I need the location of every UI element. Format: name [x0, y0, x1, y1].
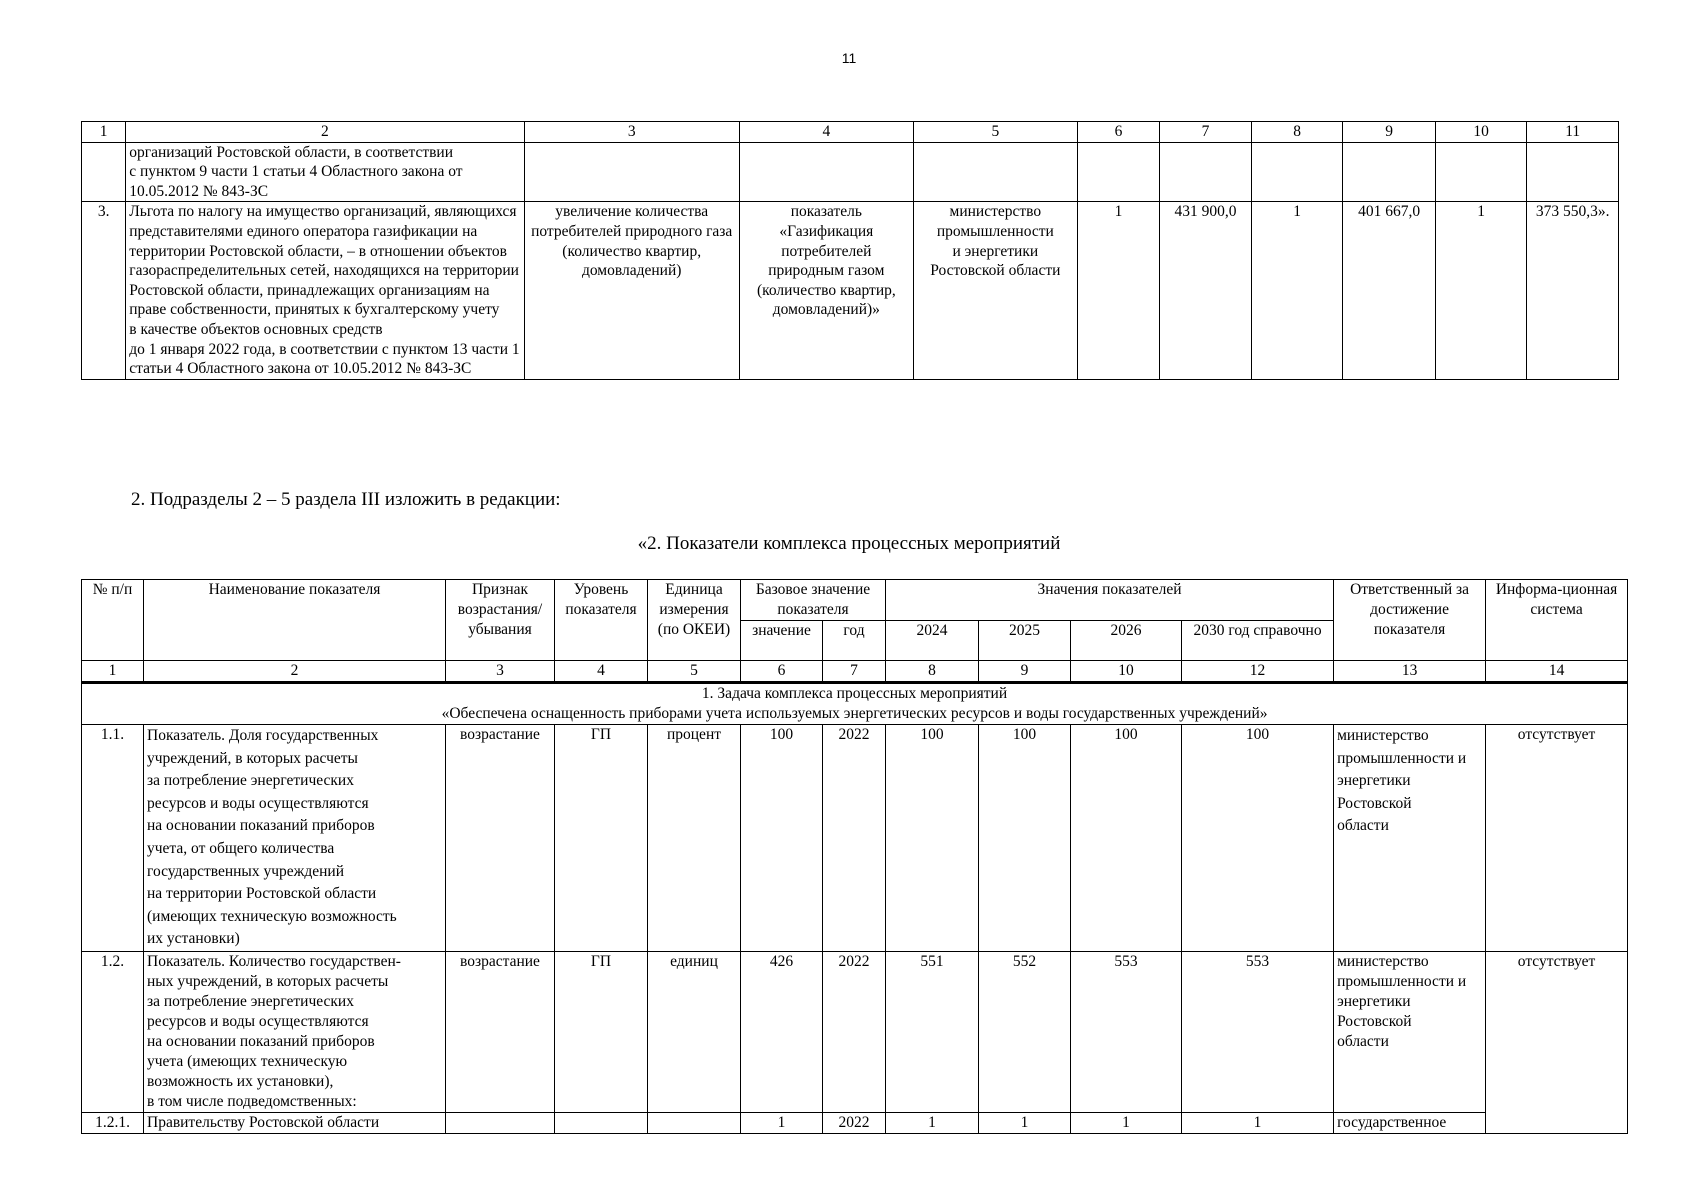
header-values: Значения показателей [886, 580, 1334, 621]
base-value: 1 [741, 1112, 823, 1133]
value-2024: 100 [886, 725, 979, 952]
col-number: 8 [886, 661, 979, 683]
col-number: 7 [823, 661, 886, 683]
indicator-sign [446, 1112, 555, 1133]
indicator-name: Правительству Ростовской области [144, 1112, 446, 1133]
table-row [82, 1112, 1628, 1133]
indicator-name: Показатель. Доля государственных учреждений, в которых расчеты за потребление энергетических ресурсов и воды осуществляются на основании показаний приборов учета, от общего количества государственных учреждений на территории Ростовской области (имеющих техническую возможность их установки) [144, 725, 446, 952]
col-number: 7 [1160, 122, 1252, 143]
header-name: Наименование показателя [144, 580, 446, 661]
indicator-responsible: государственное [1334, 1112, 1486, 1133]
base-year: 2022 [823, 725, 886, 952]
base-value: 426 [741, 951, 823, 1112]
benefit-name-continued: организаций Ростовской области, в соответствии с пунктом 9 части 1 статьи 4 Областного закона от 10.05.2012 № 843-ЗС [126, 142, 524, 202]
value-2030: 1 [1182, 1112, 1334, 1133]
value-2025: 100 [979, 725, 1071, 952]
header-2025: 2025 [979, 621, 1071, 661]
col-number: 2 [126, 122, 524, 143]
col-number: 13 [1334, 661, 1486, 683]
base-value: 100 [741, 725, 823, 952]
base-year: 2022 [823, 951, 886, 1112]
col-number: 6 [741, 661, 823, 683]
value-2024: 1 [886, 1112, 979, 1133]
base-year: 2022 [823, 1112, 886, 1133]
value-cell: 1 [1077, 202, 1159, 379]
header-unit: Единица измерения (по ОКЕИ) [648, 580, 741, 661]
header-number-row [82, 661, 1628, 683]
table-row [82, 951, 1628, 1112]
col-number: 3 [524, 122, 739, 143]
header-2026: 2026 [1071, 621, 1182, 661]
row-number: 1.1. [82, 725, 144, 952]
row-number: 1.2.1. [82, 1112, 144, 1133]
indicator-responsible: министерство промышленности и энергетики Ростовской области [1334, 951, 1486, 1112]
indicator-level [555, 1112, 648, 1133]
header-infosys: Информа-ционная система [1486, 580, 1628, 661]
indicator-infosys: отсутствует [1486, 725, 1628, 952]
col-number: 6 [1077, 122, 1159, 143]
col-number: 3 [446, 661, 555, 683]
header-num: № п/п [82, 580, 144, 661]
row-number: 1.2. [82, 951, 144, 1112]
value-cell: 401 667,0 [1343, 202, 1436, 379]
col-number: 8 [1251, 122, 1343, 143]
col-number: 10 [1071, 661, 1182, 683]
benefit-goal: увеличение количества потребителей природного газа (количество квартир, домовладений) [524, 202, 739, 379]
header-sign: Признак возрастания/ убывания [446, 580, 555, 661]
header-base: Базовое значение показателя [741, 580, 886, 621]
col-number: 9 [979, 661, 1071, 683]
header-responsible: Ответственный за достижение показателя [1334, 580, 1486, 661]
col-number: 1 [82, 661, 144, 683]
header-2024: 2024 [886, 621, 979, 661]
value-cell: 373 550,3». [1527, 202, 1619, 379]
indicator-responsible: министерство промышленности и энергетики Ростовской области [1334, 725, 1486, 952]
benefit-responsible: министерство промышленности и энергетики Ростовской области [913, 202, 1077, 379]
indicator-unit [648, 1112, 741, 1133]
col-number: 5 [913, 122, 1077, 143]
col-number: 2 [144, 661, 446, 683]
col-number: 4 [555, 661, 648, 683]
value-cell: 431 900,0 [1160, 202, 1252, 379]
indicator-level: ГП [555, 725, 648, 952]
value-2025: 1 [979, 1112, 1071, 1133]
value-2030: 553 [1182, 951, 1334, 1112]
value-2026: 1 [1071, 1112, 1182, 1133]
indicator-infosys: отсутствует [1486, 951, 1628, 1133]
indicator-sign: возрастание [446, 951, 555, 1112]
header-row [82, 580, 1628, 621]
indicator-name: Показатель. Количество государствен- ных учреждений, в которых расчеты за потребление энергетических ресурсов и воды осуществляются на основании показаний приборов учета (имеющих техническую возможность их установки), в том числе подведомственных: [144, 951, 446, 1112]
header-2030: 2030 год справочно [1182, 621, 1334, 661]
section-title: «2. Показатели комплекса процессных мероприятий [637, 533, 1061, 554]
indicator-level: ГП [555, 951, 648, 1112]
header-number-row [82, 122, 1619, 143]
table-row [82, 202, 1619, 379]
header-base-year: год [823, 621, 886, 661]
value-cell: 1 [1435, 202, 1527, 379]
benefit-indicator: показатель «Газификация потребителей природным газом (количество квартир, домовладений)» [739, 202, 913, 379]
col-number: 1 [82, 122, 126, 143]
table-row [82, 725, 1628, 952]
value-2026: 553 [1071, 951, 1182, 1112]
value-cell: 1 [1251, 202, 1343, 379]
indicator-unit: процент [648, 725, 741, 952]
col-number: 4 [739, 122, 913, 143]
indicators-table [81, 579, 1628, 1134]
amendment-paragraph: 2. Подразделы 2 – 5 раздела III изложить в редакции: [131, 489, 561, 510]
col-number: 11 [1527, 122, 1619, 143]
value-2024: 551 [886, 951, 979, 1112]
header-level: Уровень показателя [555, 580, 648, 661]
value-2030: 100 [1182, 725, 1334, 952]
indicator-sign: возрастание [446, 725, 555, 952]
page-number: 11 [841, 50, 857, 66]
benefit-name: Льгота по налогу на имущество организаций, являющихся представителями единого оператора газификации на территории Ростовской области, – в отношении объектов газораспределительных сетей, находящихся на территории Ростовской области, принадлежащих организациям на праве собственности, принятых к бухгалтерскому учету в качестве объектов основных средств до 1 января 2022 года, в соответствии с пунктом 13 части 1 статьи 4 Областного закона от 10.05.2012 № 843-ЗС [126, 202, 524, 379]
header-base-value: значение [741, 621, 823, 661]
col-number: 12 [1182, 661, 1334, 683]
row-number: 3. [82, 202, 126, 379]
tax-benefits-table [81, 121, 1619, 380]
task-title: 1. Задача комплекса процессных мероприятий «Обеспечена оснащенность приборами учета используемых энергетических ресурсов и воды государственных учреждений» [82, 683, 1628, 725]
indicator-unit: единиц [648, 951, 741, 1112]
col-number: 5 [648, 661, 741, 683]
col-number: 9 [1343, 122, 1436, 143]
value-2025: 552 [979, 951, 1071, 1112]
task-row [82, 683, 1628, 725]
table-row [82, 142, 1619, 202]
value-2026: 100 [1071, 725, 1182, 952]
col-number: 10 [1435, 122, 1527, 143]
col-number: 14 [1486, 661, 1628, 683]
